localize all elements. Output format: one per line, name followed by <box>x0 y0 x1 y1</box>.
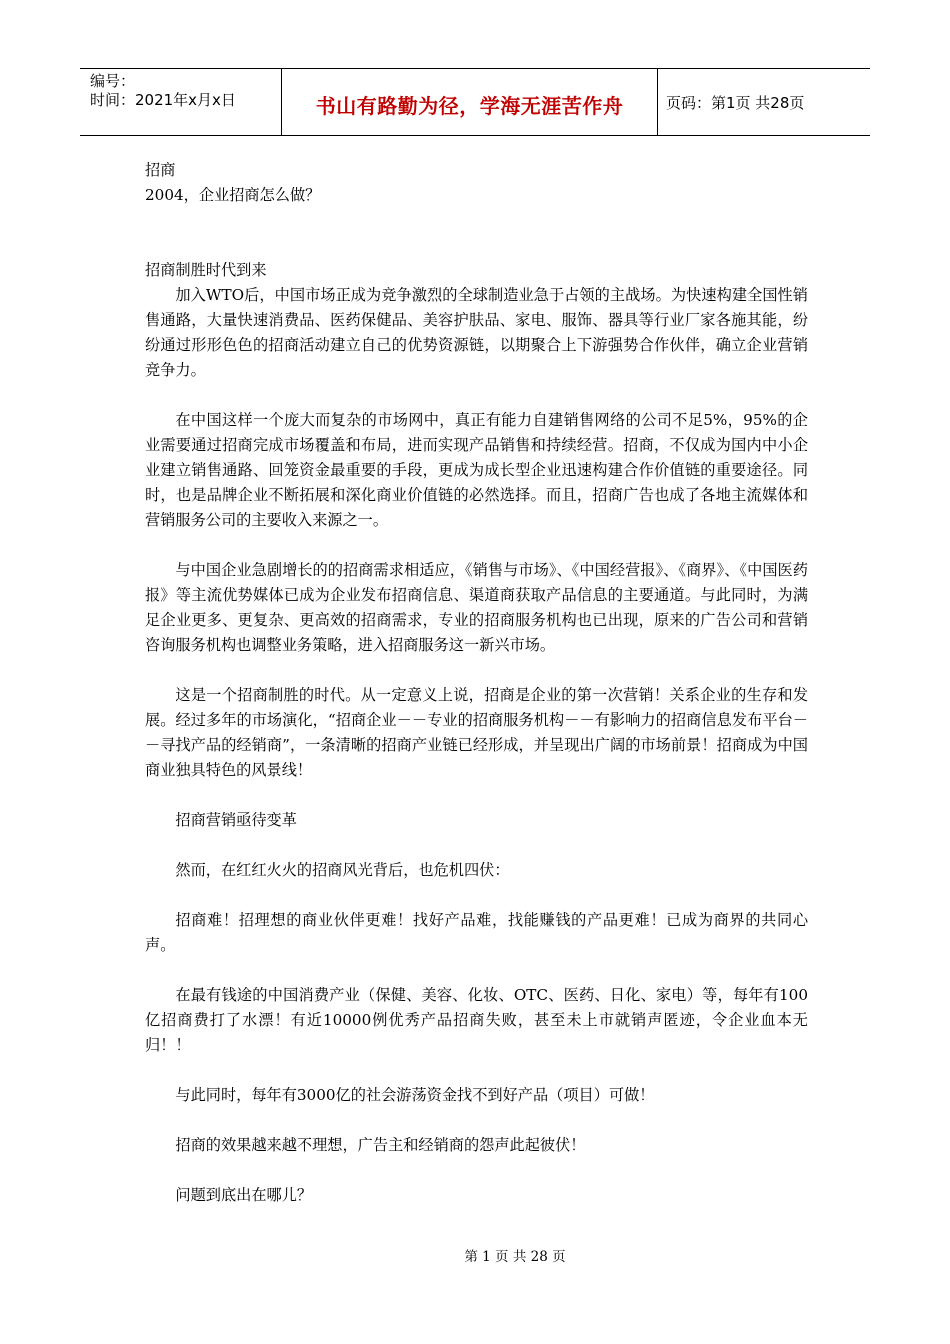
header-page-cell <box>658 69 870 135</box>
header-page-label: 页码：第1页 共28页 <box>666 93 805 112</box>
doc-title-line1: 招商 <box>145 161 176 179</box>
page-footer <box>0 1245 950 1265</box>
spacer <box>145 1158 808 1183</box>
header-motto: 书山有路勤为径，学海无涯苦作舟 <box>315 93 624 118</box>
spacer <box>145 1108 808 1133</box>
paragraph-1: 加入WTO后，中国市场正成为竞争激烈的全球制造业急于占领的主战场。为快速构建全国性销售通路，大量快速消费品、医药保健品、美容护肤品、家电、服饰、器具等行业厂家各施其能，纷纷通过形形色色的招商活动建立自己的优势资源链，以期聚合上下游强势合作伙伴，确立企业营销竞争力。 <box>145 286 808 379</box>
section-title-2: 招商营销亟待变革 <box>175 811 297 829</box>
paragraph-3: 与中国企业急剧增长的的招商需求相适应，《销售与市场》、《中国经营报》、《商界》、《中国医药报》等主流优势媒体已成为企业发布招商信息、渠道商获取产品信息的主要通道。与此同时，为满足企业更多、更复杂、更高效的招商需求，专业的招商服务机构也已出现，原来的广告公司和营销咨询服务机构也调整业务策略，进入招商服务这一新兴市场。 <box>145 561 808 654</box>
paragraph-4: 这是一个招商制胜的时代。从一定意义上说，招商是企业的第一次营销！关系企业的生存和发展。经过多年的市场演化，“招商企业－－专业的招商服务机构－－有影响力的招商信息发布平台－－寻找产品的经销商”，一条清晰的招商产业链已经形成，并呈现出广阔的市场前景！招商成为中国商业独具特色的风景线！ <box>145 686 808 779</box>
paragraph-10: 问题到底出在哪儿？ <box>175 1186 313 1204</box>
document-body <box>145 158 808 1208</box>
paragraph-7: 在最有钱途的中国消费产业（保健、美容、化妆、OTC、医药、日化、家电）等，每年有100亿招商费打了水漂！有近10000例优秀产品招商失败，甚至未上市就销声匿迹，令企业血本无归！！ <box>145 986 808 1054</box>
header-meta <box>80 69 282 135</box>
header-motto-cell <box>282 69 658 135</box>
spacer <box>145 533 808 558</box>
document-date-label: 时间：2021年x月x日 <box>90 91 236 109</box>
section-title-1: 招商制胜时代到来 <box>145 261 267 279</box>
page-header <box>80 68 870 136</box>
doc-title-line2: 2004，企业招商怎么做？ <box>145 186 321 204</box>
spacer <box>145 1058 808 1083</box>
spacer <box>145 958 808 983</box>
document-number-label: 编号： <box>90 72 136 90</box>
spacer <box>145 383 808 408</box>
spacer <box>145 883 808 908</box>
paragraph-2: 在中国这样一个庞大而复杂的市场网中，真正有能力自建销售网络的公司不足5%，95%的企业需要通过招商完成市场覆盖和布局，进而实现产品销售和持续经营。招商，不仅成为国内中小企业建立销售通路、回笼资金最重要的手段，更成为成长型企业迅速构建合作价值链的重要途径。同时，也是品牌企业不断拓展和深化商业价值链的必然选择。而且，招商广告也成了各地主流媒体和营销服务公司的主要收入来源之一。 <box>145 411 808 529</box>
spacer <box>145 783 808 808</box>
paragraph-6: 招商难！招理想的商业伙伴更难！找好产品难，找能赚钱的产品更难！已成为商界的共同心声。 <box>145 911 808 954</box>
paragraph-8: 与此同时，每年有3000亿的社会游荡资金找不到好产品（项目）可做！ <box>175 1086 655 1104</box>
spacer <box>145 658 808 683</box>
footer-page-number: 第 1 页 共 28 页 <box>464 1249 566 1265</box>
paragraph-5: 然而，在红红火火的招商风光背后，也危机四伏： <box>175 861 510 879</box>
spacer <box>145 208 808 258</box>
spacer <box>145 833 808 858</box>
paragraph-9: 招商的效果越来越不理想，广告主和经销商的怨声此起彼伏！ <box>175 1136 586 1154</box>
